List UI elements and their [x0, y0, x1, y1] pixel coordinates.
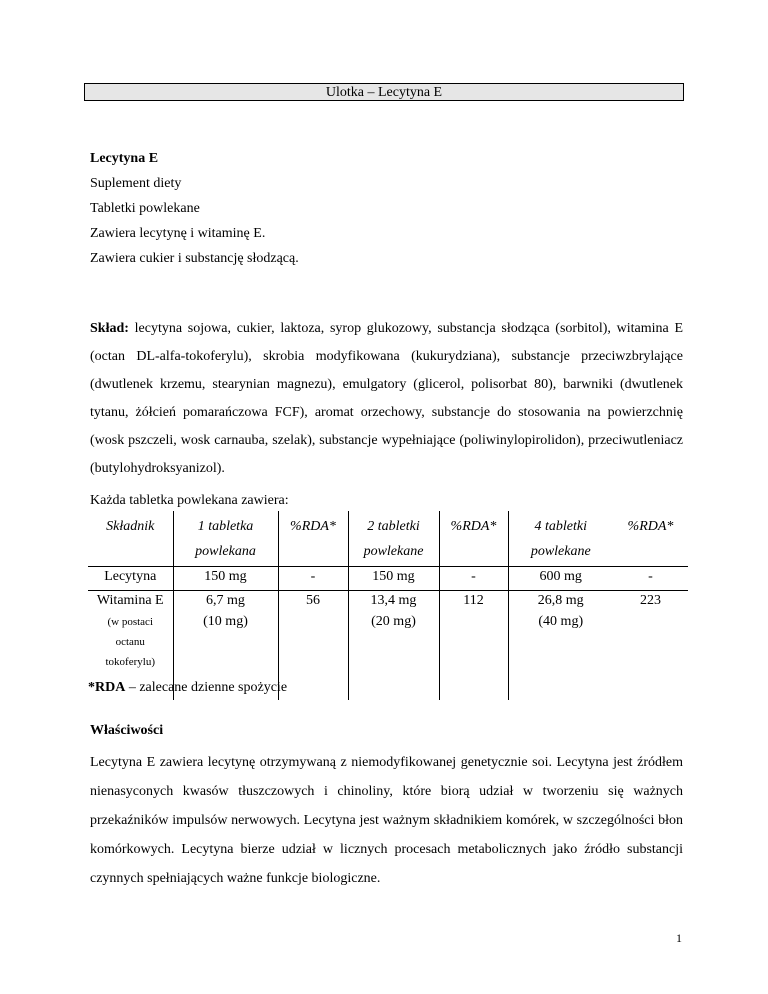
cell-lecithin-2: 150 mg: [348, 567, 439, 591]
cell-vite-4: 26,8 mg: [508, 591, 613, 613]
composition-paragraph: [90, 315, 683, 483]
composition-label: Skład:: [90, 321, 129, 336]
header-rda-1: %RDA*: [278, 511, 348, 567]
cell-form-1: (10 mg): [173, 612, 278, 700]
table-intro: Każda tabletka powlekana zawiera:: [90, 493, 289, 508]
composition-text: lecytyna sojowa, cukier, laktoza, syrop glukozowy, substancja słodząca (sorbitol), witamina E (octan DL-alfa-tokoferylu), skrobia modyfikowana (kukurydziana), substancje przeciwzbrylające (dwutlenek krzemu, stearynian magnezu), emulgatory (glicerol, polisorbat 80), barwniki (dwutlenek tytanu, żółcień pomarańczowa FCF), aromat orzechowy, substancje do stosowania na powierzchnię (wosk pszczeli, wosk carnauba, szelak), substancje wypełniające (poliwinylopirolidon), przeciwutleniacz (butylohydroksyanizol).: [90, 321, 684, 476]
cell-lecithin-rda3: -: [613, 567, 688, 591]
cell-vite-rda3: 223: [613, 591, 688, 613]
cell-lecithin-4: 600 mg: [508, 567, 613, 591]
cell-form-rda3: [613, 612, 688, 700]
cell-form-2: (20 mg): [348, 612, 439, 700]
cell-lecithin-name: Lecytyna: [88, 567, 173, 591]
rda-footnote: [88, 680, 287, 696]
product-header: [90, 146, 299, 271]
footnote-text: – zalecane dzienne spożycie: [125, 680, 288, 695]
properties-paragraph: Lecytyna E zawiera lecytynę otrzymywaną z niemodyfikowanej genetycznie soi. Lecytyna jest źródłem nienasyconych kwasów tłuszczowych i chinoliny, które biorą udział w tworzeniu się ważnych przekaźników impulsów nerwowych. Lecytyna jest ważnym składnikiem komórek, w szczególności błon komórkowych. Lecytyna bierze udział w licznych procesach metabolicznych jako źródło substancji czynnych spełniających ważne funkcje biologiczne.: [90, 755, 683, 886]
cell-form-4: (40 mg): [508, 612, 613, 700]
cell-vite-rda2: 112: [439, 591, 508, 613]
table-row-lecithin: [88, 567, 688, 591]
table-row-vitamin-e: [88, 591, 688, 613]
header-rda-2: %RDA*: [439, 511, 508, 567]
nutrition-table: [88, 511, 688, 700]
footnote-label: *RDA: [88, 680, 126, 695]
header-2-tablets: 2 tabletki powlekane: [348, 511, 439, 567]
cell-lecithin-rda2: -: [439, 567, 508, 591]
document-title: Ulotka – Lecytyna E: [84, 83, 684, 101]
properties-heading: Właściwości: [90, 723, 164, 738]
cell-form-rda1: [278, 612, 348, 700]
product-line-2: Tabletki powlekane: [90, 201, 200, 216]
header-rda-3: %RDA*: [627, 519, 674, 534]
header-ingredient: Składnik: [106, 519, 155, 534]
product-name: Lecytyna E: [90, 151, 159, 166]
cell-vite-2: 13,4 mg: [348, 591, 439, 613]
cell-vite-name: Witamina E: [88, 591, 173, 613]
cell-lecithin-1: 150 mg: [173, 567, 278, 591]
product-line-1: Suplement diety: [90, 176, 182, 191]
product-line-4: Zawiera cukier i substancję słodzącą.: [90, 251, 299, 266]
product-line-3: Zawiera lecytynę i witaminę E.: [90, 226, 266, 241]
cell-lecithin-rda1: -: [278, 567, 348, 591]
cell-form-rda2: [439, 612, 508, 700]
cell-vite-1: 6,7 mg: [173, 591, 278, 613]
page-number: 1: [676, 931, 682, 945]
header-4-tablets: 4 tabletki powlekane: [508, 511, 613, 567]
cell-vite-rda1: 56: [278, 591, 348, 613]
table-header-row: [88, 511, 688, 567]
header-1-tablet: 1 tabletka powlekana: [173, 511, 278, 567]
cell-form-name: (w postaci octanu tokoferylu): [105, 616, 155, 668]
